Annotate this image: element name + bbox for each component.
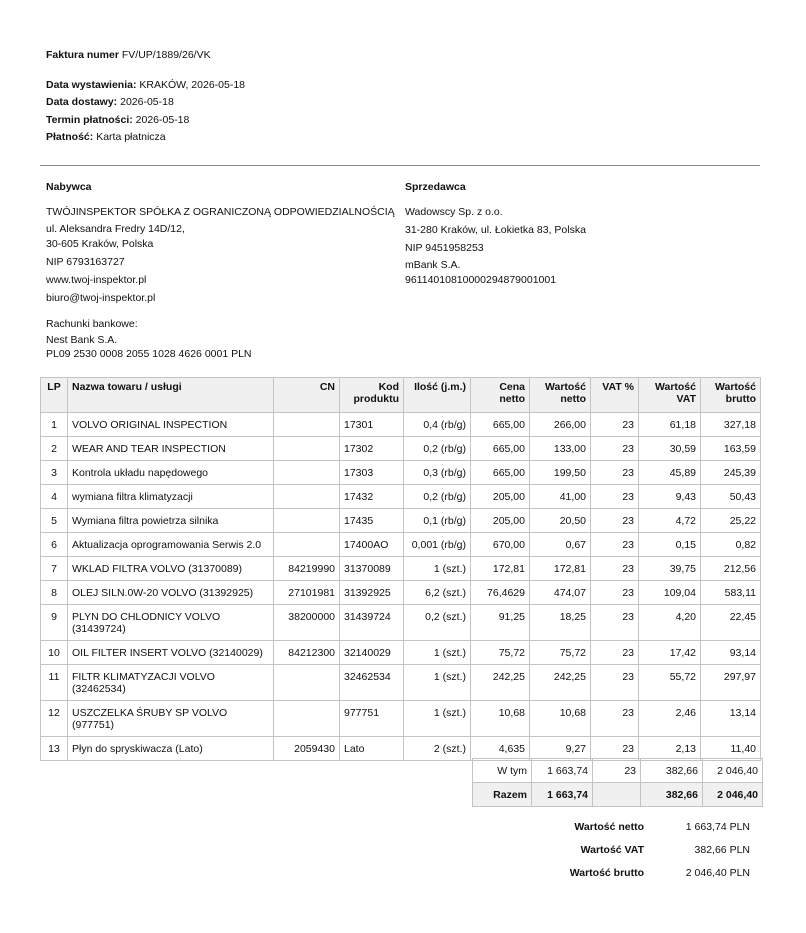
- cell-name: Kontrola układu napędowego: [68, 461, 274, 485]
- cell-code: 977751: [340, 701, 404, 737]
- summary-net-value: 1 663,74 PLN: [685, 821, 750, 833]
- issue-date-value: KRAKÓW, 2026-05-18: [139, 79, 246, 91]
- cell-code: Lato: [340, 737, 404, 761]
- invoice-number-label: Faktura numer: [46, 49, 119, 61]
- issue-date-label: Data wystawienia:: [46, 79, 137, 91]
- issue-date-line: [46, 77, 245, 94]
- seller-nip: NIP 9451958253: [405, 242, 484, 254]
- summary-vat-label: Wartość VAT: [580, 844, 644, 856]
- table-row: [41, 485, 761, 509]
- cell-cn: [274, 437, 340, 461]
- buyer-address-1: ul. Aleksandra Fredry 14D/12,: [46, 223, 185, 235]
- table-row: [41, 641, 761, 665]
- cell-gross: 0,82: [701, 533, 761, 557]
- seller-heading: Sprzedawca: [405, 181, 466, 193]
- header-divider: [40, 165, 760, 166]
- summary-vat-value: 382,66 PLN: [694, 844, 750, 856]
- cell-code: 17302: [340, 437, 404, 461]
- cell-lp: 11: [41, 665, 68, 701]
- cell-gross: 13,14: [701, 701, 761, 737]
- cell-vat-rate: 23: [591, 557, 639, 581]
- col-gross: Wartość brutto: [701, 378, 761, 413]
- cell-net: 242,25: [530, 665, 591, 701]
- table-row: [41, 437, 761, 461]
- table-row: [41, 533, 761, 557]
- cell-price: 10,68: [471, 701, 530, 737]
- cell-lp: 3: [41, 461, 68, 485]
- total-vat: 382,66: [641, 783, 703, 807]
- cell-code: 31370089: [340, 557, 404, 581]
- cell-lp: 1: [41, 413, 68, 437]
- cell-cn: [274, 461, 340, 485]
- cell-net: 18,25: [530, 605, 591, 641]
- table-row: [41, 557, 761, 581]
- table-row: [41, 737, 761, 761]
- cell-code: 17400AO: [340, 533, 404, 557]
- cell-cn: [274, 701, 340, 737]
- cell-net: 266,00: [530, 413, 591, 437]
- subtotal-label: W tym: [473, 759, 532, 783]
- cell-gross: 163,59: [701, 437, 761, 461]
- cell-net: 0,67: [530, 533, 591, 557]
- cell-code: 31392925: [340, 581, 404, 605]
- items-header-row: [41, 378, 761, 413]
- summary-net-label: Wartość netto: [574, 821, 644, 833]
- cell-vat: 61,18: [639, 413, 701, 437]
- seller-address: 31-280 Kraków, ul. Łokietka 83, Polska: [405, 224, 586, 236]
- cell-gross: 297,97: [701, 665, 761, 701]
- cell-lp: 6: [41, 533, 68, 557]
- cell-vat-rate: 23: [591, 461, 639, 485]
- invoice-number: FV/UP/1889/26/VK: [121, 49, 211, 61]
- cell-lp: 10: [41, 641, 68, 665]
- cell-net: 133,00: [530, 437, 591, 461]
- cell-price: 76,4629: [471, 581, 530, 605]
- col-net: Wartość netto: [530, 378, 591, 413]
- cell-net: 172,81: [530, 557, 591, 581]
- cell-net: 41,00: [530, 485, 591, 509]
- buyer-heading: Nabywca: [46, 181, 92, 193]
- cell-qty: 1 (szt.): [404, 641, 471, 665]
- invoice-title: [46, 47, 211, 64]
- cell-net: 199,50: [530, 461, 591, 485]
- cell-price: 665,00: [471, 461, 530, 485]
- cell-qty: 6,2 (szt.): [404, 581, 471, 605]
- cell-lp: 8: [41, 581, 68, 605]
- cell-name: OIL FILTER INSERT VOLVO (32140029): [68, 641, 274, 665]
- cell-qty: 0,3 (rb/g): [404, 461, 471, 485]
- due-date-label: Termin płatności:: [46, 114, 133, 126]
- due-date-line: [46, 112, 189, 129]
- cell-cn: [274, 509, 340, 533]
- cell-cn: 27101981: [274, 581, 340, 605]
- cell-price: 242,25: [471, 665, 530, 701]
- cell-qty: 0,2 (szt.): [404, 605, 471, 641]
- cell-qty: 0,4 (rb/g): [404, 413, 471, 437]
- buyer-email: biuro@twoj-inspektor.pl: [46, 292, 156, 304]
- cell-lp: 9: [41, 605, 68, 641]
- cell-price: 665,00: [471, 437, 530, 461]
- cell-net: 10,68: [530, 701, 591, 737]
- col-name: Nazwa towaru / usługi: [68, 378, 274, 413]
- cell-qty: 0,001 (rb/g): [404, 533, 471, 557]
- total-row: [473, 783, 763, 807]
- cell-name: WKLAD FILTRA VOLVO (31370089): [68, 557, 274, 581]
- cell-vat-rate: 23: [591, 641, 639, 665]
- cell-name: Aktualizacja oprogramowania Serwis 2.0: [68, 533, 274, 557]
- cell-qty: 0,2 (rb/g): [404, 485, 471, 509]
- table-row: [41, 413, 761, 437]
- col-vat: Wartość VAT: [639, 378, 701, 413]
- cell-vat-rate: 23: [591, 485, 639, 509]
- subtotal-vat: 382,66: [641, 759, 703, 783]
- delivery-date-line: [46, 94, 174, 111]
- total-vat-rate: [593, 783, 641, 807]
- totals-table: [472, 758, 763, 807]
- cell-vat-rate: 23: [591, 581, 639, 605]
- cell-vat-rate: 23: [591, 665, 639, 701]
- cell-price: 205,00: [471, 509, 530, 533]
- cell-vat-rate: 23: [591, 605, 639, 641]
- cell-price: 4,635: [471, 737, 530, 761]
- cell-gross: 583,11: [701, 581, 761, 605]
- col-qty: Ilość (j.m.): [404, 378, 471, 413]
- buyer-name: TWÓJINSPEKTOR SPÓŁKA Z OGRANICZONĄ ODPOWIEDZIALNOŚCIĄ: [46, 206, 395, 218]
- cell-cn: [274, 485, 340, 509]
- payment-label: Płatność:: [46, 131, 94, 143]
- cell-vat: 45,89: [639, 461, 701, 485]
- payment-value: Karta płatnicza: [96, 131, 166, 143]
- cell-cn: [274, 665, 340, 701]
- col-code: Kod produktu: [340, 378, 404, 413]
- buyer-address-2: 30-605 Kraków, Polska: [46, 238, 154, 250]
- total-gross: 2 046,40: [703, 783, 763, 807]
- cell-vat: 4,20: [639, 605, 701, 641]
- cell-code: 17435: [340, 509, 404, 533]
- cell-vat: 4,72: [639, 509, 701, 533]
- cell-name: USZCZELKA ŚRUBY SP VOLVO (977751): [68, 701, 274, 737]
- buyer-website: www.twoj-inspektor.pl: [46, 274, 147, 286]
- table-row: [41, 461, 761, 485]
- cell-vat-rate: 23: [591, 413, 639, 437]
- cell-gross: 25,22: [701, 509, 761, 533]
- cell-qty: 0,1 (rb/g): [404, 509, 471, 533]
- cell-vat-rate: 23: [591, 701, 639, 737]
- cell-name: OLEJ SILN.0W-20 VOLVO (31392925): [68, 581, 274, 605]
- items-table: [40, 377, 761, 761]
- cell-code: 17303: [340, 461, 404, 485]
- table-row: [41, 605, 761, 641]
- due-date-value: 2026-05-18: [135, 114, 190, 126]
- cell-gross: 212,56: [701, 557, 761, 581]
- cell-cn: 84212300: [274, 641, 340, 665]
- seller-name: Wadowscy Sp. z o.o.: [405, 206, 503, 218]
- cell-name: WEAR AND TEAR INSPECTION: [68, 437, 274, 461]
- cell-vat-rate: 23: [591, 437, 639, 461]
- cell-name: Płyn do spryskiwacza (Lato): [68, 737, 274, 761]
- buyer-bank-account: PL09 2530 0008 2055 1028 4626 0001 PLN: [46, 348, 252, 360]
- cell-name: FILTR KLIMATYZACJI VOLVO (32462534): [68, 665, 274, 701]
- cell-gross: 327,18: [701, 413, 761, 437]
- cell-vat: 30,59: [639, 437, 701, 461]
- cell-vat: 55,72: [639, 665, 701, 701]
- cell-net: 20,50: [530, 509, 591, 533]
- cell-vat: 2,46: [639, 701, 701, 737]
- cell-name: PLYN DO CHLODNICY VOLVO (31439724): [68, 605, 274, 641]
- cell-price: 205,00: [471, 485, 530, 509]
- cell-name: wymiana filtra klimatyzacji: [68, 485, 274, 509]
- cell-qty: 0,2 (rb/g): [404, 437, 471, 461]
- col-price: Cena netto: [471, 378, 530, 413]
- subtotal-vat-rate: 23: [593, 759, 641, 783]
- cell-gross: 11,40: [701, 737, 761, 761]
- seller-section: [405, 179, 755, 288]
- cell-lp: 2: [41, 437, 68, 461]
- cell-code: 32140029: [340, 641, 404, 665]
- cell-cn: 84219990: [274, 557, 340, 581]
- buyer-section: [46, 179, 396, 307]
- cell-price: 75,72: [471, 641, 530, 665]
- cell-qty: 1 (szt.): [404, 557, 471, 581]
- cell-qty: 2 (szt.): [404, 737, 471, 761]
- payment-line: [46, 129, 166, 146]
- subtotal-gross: 2 046,40: [703, 759, 763, 783]
- cell-gross: 22,45: [701, 605, 761, 641]
- cell-code: 17301: [340, 413, 404, 437]
- cell-vat-rate: 23: [591, 737, 639, 761]
- cell-lp: 5: [41, 509, 68, 533]
- cell-vat: 2,13: [639, 737, 701, 761]
- cell-code: 17432: [340, 485, 404, 509]
- buyer-nip: NIP 6793163727: [46, 256, 125, 268]
- col-vat-rate: VAT %: [591, 378, 639, 413]
- cell-net: 9,27: [530, 737, 591, 761]
- buyer-bank-name: Nest Bank S.A.: [46, 334, 118, 346]
- subtotal-row: [473, 759, 763, 783]
- col-cn: CN: [274, 378, 340, 413]
- summary-gross-value: 2 046,40 PLN: [685, 867, 750, 879]
- seller-bank-name: mBank S.A.: [405, 259, 461, 271]
- cell-cn: 38200000: [274, 605, 340, 641]
- cell-price: 670,00: [471, 533, 530, 557]
- cell-vat-rate: 23: [591, 533, 639, 557]
- table-row: [41, 701, 761, 737]
- cell-cn: 2059430: [274, 737, 340, 761]
- cell-price: 172,81: [471, 557, 530, 581]
- cell-gross: 50,43: [701, 485, 761, 509]
- cell-lp: 12: [41, 701, 68, 737]
- cell-cn: [274, 533, 340, 557]
- table-row: [41, 581, 761, 605]
- delivery-date-value: 2026-05-18: [120, 96, 174, 108]
- summary-gross-label: Wartość brutto: [569, 867, 644, 879]
- cell-name: VOLVO ORIGINAL INSPECTION: [68, 413, 274, 437]
- cell-gross: 93,14: [701, 641, 761, 665]
- cell-qty: 1 (szt.): [404, 701, 471, 737]
- subtotal-net: 1 663,74: [532, 759, 593, 783]
- cell-cn: [274, 413, 340, 437]
- cell-vat: 17,42: [639, 641, 701, 665]
- cell-price: 91,25: [471, 605, 530, 641]
- cell-code: 31439724: [340, 605, 404, 641]
- table-row: [41, 509, 761, 533]
- bank-accounts-label: Rachunki bankowe:: [46, 318, 138, 330]
- cell-price: 665,00: [471, 413, 530, 437]
- cell-vat: 109,04: [639, 581, 701, 605]
- cell-vat: 0,15: [639, 533, 701, 557]
- seller-bank-account: 96114010810000294879001001: [405, 274, 557, 286]
- delivery-date-label: Data dostawy:: [46, 96, 118, 108]
- cell-net: 75,72: [530, 641, 591, 665]
- cell-lp: 7: [41, 557, 68, 581]
- cell-lp: 4: [41, 485, 68, 509]
- col-lp: LP: [41, 378, 68, 413]
- cell-gross: 245,39: [701, 461, 761, 485]
- cell-vat: 39,75: [639, 557, 701, 581]
- total-net: 1 663,74: [532, 783, 593, 807]
- cell-vat: 9,43: [639, 485, 701, 509]
- cell-qty: 1 (szt.): [404, 665, 471, 701]
- cell-vat-rate: 23: [591, 509, 639, 533]
- cell-lp: 13: [41, 737, 68, 761]
- table-row: [41, 665, 761, 701]
- cell-net: 474,07: [530, 581, 591, 605]
- total-label: Razem: [473, 783, 532, 807]
- cell-name: Wymiana filtra powietrza silnika: [68, 509, 274, 533]
- cell-code: 32462534: [340, 665, 404, 701]
